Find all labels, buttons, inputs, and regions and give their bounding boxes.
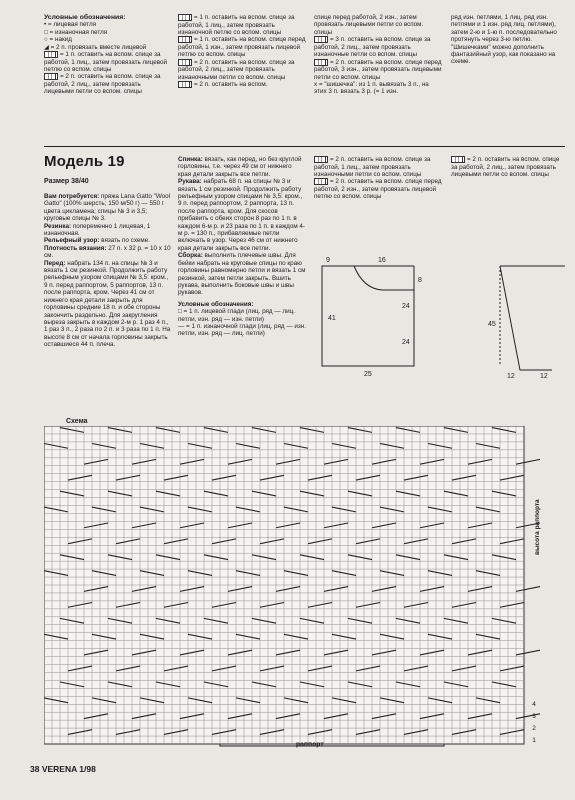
legend-item: ○ = накид <box>44 36 72 44</box>
paragraph: Рукава: набрать 68 п. на спицы № 3 и вязать 1 см резинкой. Продолжить работу рельефным узором спицами № 3,5: кром., 9 п. перед раппортом, 2 раппорта, 13 п. после раппорта, кром. Для скосов прибавить с обеих сторон 8 раз по 1 п. в каждом 6-м р. и 23 раза по 1 п. в каждом 4-м р. = 130 п., прибавляемые петли включать в узор. Через 46 см от нижнего края детали закрыть все петли. <box>178 178 306 252</box>
paragraph: Перед: набрать 134 п. на спицы № 3 и вязать 1 см резинкой. Продолжить работу рельефным узором спицами № 3,5: кром., 9 п. перед раппортом, 5 раппортов, 13 п. после раппорта, кром. Через 41 см от нижнего края детали закрыть для горловины средние 18 п. и обе стороны закончить раздельно. Для закругления выреза закрыть в каждом 2-м р. 1 раз 4 п., 1 раз 3 п., 2 раза по 2 п. и 3 раза по 1 п. На высоте 8 см от начала горловины закрыть оставшиеся 44 п. плеча. <box>44 259 171 349</box>
model-title: Модель 19 <box>44 153 125 170</box>
row-number: 3 <box>532 713 536 720</box>
garment-schematic <box>312 252 565 382</box>
dimension-label: 45 <box>488 321 496 328</box>
cable-symbol-icon <box>314 156 328 163</box>
dimension-label: 41 <box>328 315 336 322</box>
dimension-label: 12 <box>540 373 548 380</box>
cable-symbol-icon <box>451 156 465 163</box>
dimension-label: 16 <box>378 257 386 264</box>
paragraph: Спинка: вязать, как перед, но без круглой горловины, т.е. через 49 см от нижнего края детали закрыть все петли. <box>178 156 302 178</box>
legend-item: ряд изн. петлями, 1 лиц. ряд изн. петлями и 1 изн. ряд лиц. петлями), затем 2-ю и 1-ю п. последовательно протянуть через 3-ю петлю. "Шишечками" можно дополнить фантазийный узор, как показано на схеме. <box>451 14 557 66</box>
legend-item: = 2 п. оставить на вспом. спице за работой, 2 лиц., затем провязать лицевыми петли со вспом. спицы <box>44 73 161 96</box>
row-number: 4 <box>532 701 536 708</box>
dimension-label: 24 <box>402 303 410 310</box>
cable-symbol-icon <box>178 14 192 21</box>
chart-title: Схема <box>66 418 88 425</box>
legend-column-1 <box>44 14 170 96</box>
dimension-label: 25 <box>364 371 372 378</box>
cable-symbol-icon <box>178 81 192 88</box>
dimension-label: 9 <box>326 257 330 264</box>
cable-symbol-icon <box>178 59 192 66</box>
repeat-label: раппорт <box>296 741 324 748</box>
instructions-column-1 <box>44 193 172 349</box>
legend-item: = 3 п. оставить на вспом. спице за работой, 2 лиц., затем провязать изнаночные петли со вспом. спицы <box>314 36 431 59</box>
dimension-label: 8 <box>418 277 422 284</box>
cable-symbol-icon <box>314 59 328 66</box>
legend-item: = 2 п. оставить на вспом. <box>178 81 306 89</box>
legend-item: = 2 п. оставить на вспом. спице перед работой, 2 изн., затем провязать лицевой петлю со вспом. спицы <box>314 178 442 201</box>
legend-item: спице перед работой, 2 изн., затем провязать лицевыми петли со вспом. спицы <box>314 14 424 36</box>
paragraph: — = 1 п. изнаночной глади (лиц. ряд — изн. петли, изн. ряд — лиц. петли) <box>178 322 306 338</box>
row-number: 1 <box>532 737 536 744</box>
legend-item: = 1 п. оставить на вспом. спице перед работой, 1 изн., затем провязать лицевой петлю со вспом. спицы <box>178 36 306 59</box>
paragraph: Плотность вязания: 27 п. х 32 р. = 10 х 10 см. <box>44 244 171 260</box>
legend-item: = 2 п. оставить на вспом. спице за работой, 1 лиц., затем провязать изнаночными петли со вспом. спицы <box>314 156 431 178</box>
cable-symbol-icon <box>44 51 58 58</box>
legend-column-3 <box>314 14 442 96</box>
legend-item: ◢ = 2 п. провязать вместе лицевой <box>44 43 147 51</box>
section-divider <box>44 146 565 147</box>
legend-continued-2 <box>451 156 565 178</box>
paragraph: Вам потребуется: пряжа Lana Gatto "Wool Gatto" (100% шерсть; 150 м/50 г) — 550 г цвета цикламена; спицы № 3 и 3,5; круговые спицы № 3. <box>44 193 171 223</box>
legend-item: = 2 п. оставить на вспом. спице за работой, 2 лиц., затем провязать изнаночными петли со вспом. спицы <box>178 58 295 81</box>
legend-column-2 <box>178 14 306 89</box>
paragraph: Сборка: выполнить плечевые швы. Для бейки набрать на круговые спицы по краю горловины равномерно петли и вязать 1 см резинкой, затем петли закрыть. Вшить рукава, выполнить боковые швы и швы рукавов. <box>178 252 306 297</box>
legend-heading: Условные обозначения: <box>44 14 126 21</box>
paragraph: Условные обозначения: <box>178 300 254 308</box>
cable-symbol-icon <box>178 36 192 43</box>
legend-item: х = "шишечка": из 1 п. вывязать 3 п., на этих 3 п. вязать 3 р. (= 1 изн. <box>314 81 429 96</box>
legend-continued-1 <box>314 156 442 201</box>
knitting-chart <box>44 426 552 748</box>
paragraph: □ = 1 п. лицевой глади (лиц. ряд — лиц. петли, изн. ряд — изн. петли) <box>178 308 295 323</box>
legend-item: = 1 п. оставить на вспом. спице за работой, 1 лиц., затем провязать лицевой петлю со вспом. спицы <box>44 51 168 74</box>
model-size: Размер 38/40 <box>44 178 89 185</box>
paragraph: Рельефный узор: вязать по схеме. <box>44 237 150 245</box>
dimension-label: 24 <box>402 339 410 346</box>
page-footer: 38 VERENA 1/98 <box>30 764 96 774</box>
dimension-label: 12 <box>507 373 515 380</box>
legend-item: □ = изнаночная петля <box>44 28 108 36</box>
legend-item: = 2 п. оставить на вспом. спице перед работой, 3 изн., затем провязать лицевыми петли со вспом. спицы <box>314 58 442 81</box>
body-outline <box>322 266 414 366</box>
schematic-outlines <box>322 266 565 370</box>
legend-item: = 2 п. оставить на вспом. спице за работой, 2 лиц., затем провязать лицевыми петли со вспом. спицы <box>451 156 560 178</box>
paragraph: Резинка: попеременно 1 лицевая, 1 изнаночная. <box>44 222 151 238</box>
row-number: 2 <box>532 725 536 732</box>
repeat-height-label: высота раппорта <box>534 499 541 555</box>
cable-symbol-icon <box>314 36 328 43</box>
legend-item: = 1 п. оставить на вспом. спице за работой, 1 лиц., затем провязать изнаночной петлю со вспом. спицы <box>178 14 295 36</box>
cable-symbol-icon <box>314 178 328 185</box>
instructions-column-2 <box>178 156 306 338</box>
legend-column-4 <box>451 14 565 66</box>
cable-symbol-icon <box>44 73 58 80</box>
sleeve-outline <box>500 266 565 370</box>
legend-item: • = лицевая петля <box>44 21 97 29</box>
